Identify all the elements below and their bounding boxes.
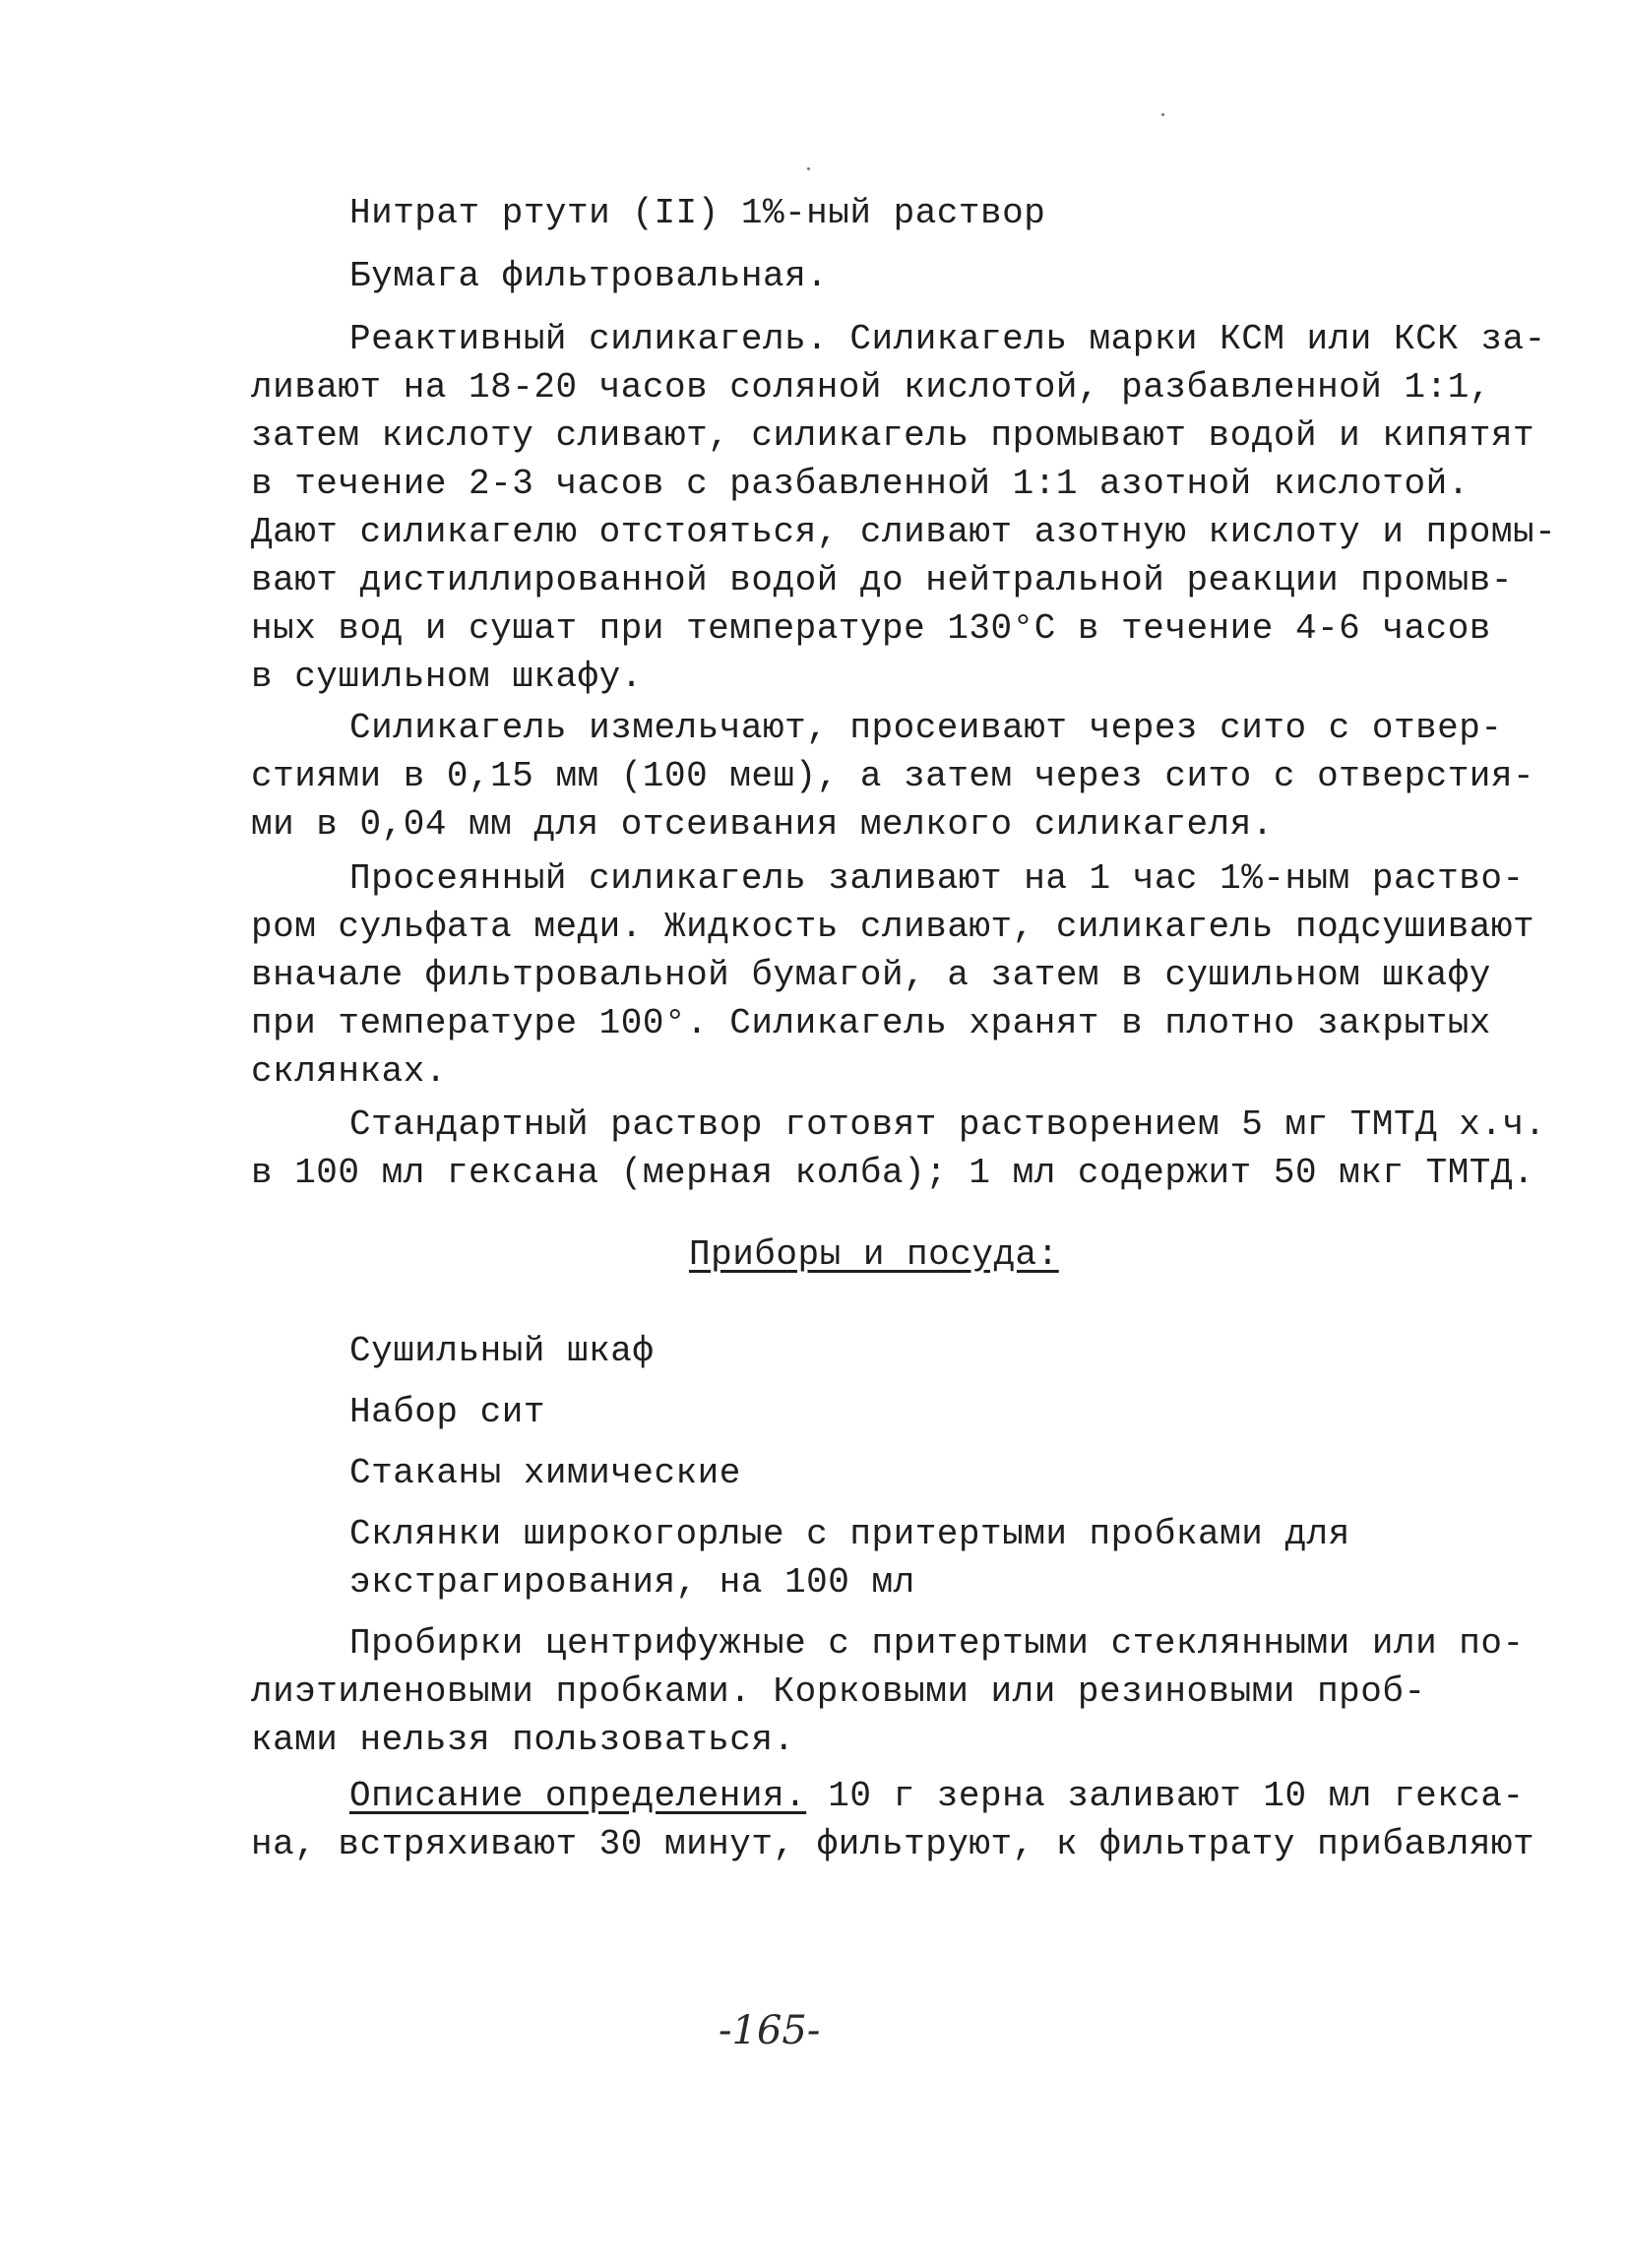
text-line: Склянки широкогорлые с притертыми пробками для (349, 1514, 1350, 1554)
text-line: стиями в 0,15 мм (100 меш), а затем через сито с отверстия- (251, 756, 1535, 796)
text-line: на, встряхивают 30 минут, фильтруют, к фильтрату прибавляют (251, 1824, 1535, 1864)
text-line: ками нельзя пользоваться. (251, 1720, 795, 1760)
text-line: в течение 2-3 часов с разбавленной 1:1 азотной кислотой. (251, 464, 1470, 504)
reagent-mercury-nitrate: Нитрат ртути (II) 1%-ный раствор (349, 193, 1046, 233)
text-line: ливают на 18-20 часов соляной кислотой, разбавленной 1:1, (251, 367, 1491, 408)
scan-speck (1161, 113, 1164, 116)
text-line: вначале фильтровальной бумагой, а затем в сушильном шкафу (251, 955, 1491, 995)
page-number: -165- (719, 2008, 821, 2053)
text-line: в сушильном шкафу. (251, 657, 643, 697)
text-line: вают дистиллированной водой до нейтральной реакции промыв- (251, 560, 1514, 600)
equipment-drying-cabinet: Сушильный шкаф (349, 1331, 655, 1371)
text-line: при температуре 100°. Силикагель хранят в плотно закрытых (251, 1003, 1491, 1043)
paragraph-copper-sulfate-treatment (251, 854, 1535, 1096)
text-line: затем кислоту сливают, силикагель промывают водой и кипятят (251, 415, 1535, 456)
text-line: ми в 0,04 мм для отсеивания мелкого силикагеля. (251, 804, 1274, 845)
determination-text: 10 г зерна заливают 10 мл гекса- (806, 1776, 1525, 1816)
text-line: Просеянный силикагель заливают на 1 час 1%-ным раство- (349, 858, 1525, 899)
text-line: Стандартный раствор готовят растворением 5 мг ТМТД х.ч. (349, 1104, 1546, 1145)
text-line: в 100 мл гексана (мерная колба); 1 мл содержит 50 мкг ТМТД. (251, 1153, 1535, 1193)
determination-label: Описание определения. (349, 1776, 807, 1816)
text-line: Силикагель измельчают, просеивают через сито с отвер- (349, 708, 1503, 748)
paragraph-determination-description (251, 1772, 1535, 1868)
paragraph-silica-gel-preparation (251, 315, 1557, 701)
equipment-centrifuge-tubes (251, 1619, 1525, 1764)
equipment-beakers: Стаканы химические (349, 1453, 741, 1493)
reagent-filter-paper: Бумага фильтровальная. (349, 256, 829, 296)
text-line: лиэтиленовыми пробками. Корковыми или резиновыми проб- (251, 1671, 1426, 1712)
equipment-sieve-set: Набор сит (349, 1392, 545, 1432)
scan-speck (807, 167, 810, 170)
text-line: ром сульфата меди. Жидкость сливают, силикагель подсушивают (251, 907, 1535, 947)
text-line (251, 1772, 1525, 1820)
text-line: склянках. (251, 1051, 447, 1092)
paragraph-standard-solution (251, 1101, 1546, 1197)
text-line: ных вод и сушат при температуре 130°С в течение 4-6 часов (251, 608, 1491, 649)
text-line: Дают силикагелю отстояться, сливают азотную кислоту и промы- (251, 512, 1557, 552)
text-line: Пробирки центрифужные с притертыми стеклянными или по- (349, 1623, 1525, 1664)
equipment-jars (349, 1510, 1491, 1606)
text-line: экстрагирования, на 100 мл (349, 1562, 915, 1603)
paragraph-silica-gel-sieving (251, 704, 1535, 849)
text-line: Реактивный силикагель. Силикагель марки КСМ или КСК за- (349, 319, 1546, 359)
section-heading-equipment: Приборы и посуда: (689, 1234, 1059, 1275)
